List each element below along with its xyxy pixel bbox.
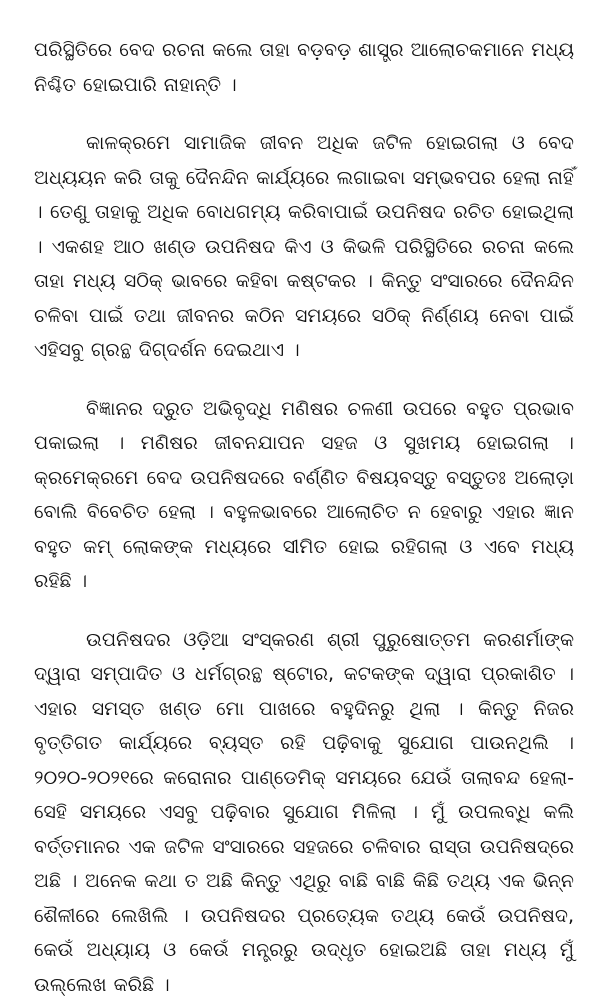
paragraph-odia-edition: ଉପନିଷଦର ଓଡ଼ିଆ ସଂସ୍କରଣ ଶ୍ରୀ ପୁରୁଷୋତ୍ତମ କରଶର୍ମାଙ୍କ ଦ୍ୱାରା ସମ୍ପାଦିତ ଓ ଧର୍ମଗ୍ରନ୍ଥ ଷ୍ଟୋର, କଟକଙ୍କ ଦ୍ୱାରା ପ୍ରକାଶିତ । ଏହାର ସମସ୍ତ ଖଣ୍ଡ ମୋ ପାଖରେ ବହୁଦିନରୁ ଥିଲା । କିନ୍ତୁ ନିଜର ବୃତ୍ତିଗତ କାର୍ଯ୍ୟରେ ବ୍ୟସ୍ତ ରହି ପଢ଼ିବାକୁ ସୁଯୋଗ ପାଉନଥିଲି । ୨୦୨୦-୨୦୨୧ରେ କରୋନାର ପାଣ୍ଡେମିକ୍ ସମୟରେ ଯେଉଁ ତାଲାବନ୍ଦ ହେଲା- ସେହି ସମୟରେ ଏସବୁ ପଢ଼ିବାର ସୁଯୋଗ ମିଳିଲା । ମୁଁ ଉପଲବ୍ଧି କଲି ବର୍ତ୍ତମାନର ଏକ ଜଟିଳ ସଂସାରରେ ସହଜରେ ଚଳିବାର ରାସ୍ତା ଉପନିଷଦ୍‌ରେ ଅଛି । ଅନେକ କଥା ତ ଅଛି କିନ୍ତୁ ଏଥିରୁ ବାଛି ବାଛି କିଛି ତଥ୍ୟ ଏକ ଭିନ୍ନ ଶୈଳୀରେ ଲେଖିଲି । ଉପନିଷଦର ପ୍ରତ୍ୟେକ ତଥ୍ୟ କେଉଁ ଉପନିଷଦ, କେଉଁ ଅଧ୍ୟାୟ ଓ କେଉଁ ମନ୍ତ୍ରରୁ ଉଦ୍ଧୃତ ହୋଇଅଛି ତାହା ମଧ୍ୟ ମୁଁ ଉଲ୍ଲେଖ କରିଛି । <box>34 628 574 996</box>
paragraph-continuation: ପରିସ୍ଥିତିରେ ବେଦ ରଚନା କଲେ ତାହା ବଡ଼ବଡ଼ ଶାସ୍ତ୍ର ଆଲୋଚକମାନେ ମଧ୍ୟ ନିଶ୍ଚିତ ହୋଇପାରି ନାହାନ୍ତି । <box>34 39 574 96</box>
paragraph-upanishad-origin: କାଳକ୍ରମେ ସାମାଜିକ ଜୀବନ ଅଧିକ ଜଟିଳ ହୋଇଗଲା ଓ ବେଦ ଅଧ୍ୟୟନ କରି ତାକୁ ଦୈନନ୍ଦିନ କାର୍ଯ୍ୟରେ ଲଗାଇବା ସମ୍ଭବପର ହେଲା ନାହିଁ । ତେଣୁ ତାହାକୁ ଅଧିକ ବୋଧଗମ୍ୟ କରିବାପାଇଁ ଉପନିଷଦ ରଚିତ ହୋଇଥିଲା । ଏକଶହ ଆଠ ଖଣ୍ଡ ଉପନିଷଦ କିଏ ଓ କିଭଳି ପରିସ୍ଥିତିରେ ରଚନା କଲେ ତାହା ମଧ୍ୟ ସଠିକ୍ ଭାବରେ କହିବା କଷ୍ଟକର । କିନ୍ତୁ ସଂସାରରେ ଦୈନନ୍ଦିନ ଚଳିବା ପାଇଁ ତଥା ଜୀବନର କଠିନ ସମୟରେ ସଠିକ୍ ନିର୍ଣ୍ଣୟ ନେବା ପାଇଁ ଏହିସବୁ ଗ୍ରନ୍ଥ ଦିଗ୍‌ଦର୍ଶନ ଦେଇଥାଏ । <box>34 132 574 361</box>
paragraph-science-progress: ବିଜ୍ଞାନର ଦ୍ରୁତ ଅଭିବୃଦ୍ଧି ମଣିଷର ଚଳଣୀ ଉପରେ ବହୁତ ପ୍ରଭାବ ପକାଇଲା । ମଣିଷର ଜୀବନଯାପନ ସହଜ ଓ ସୁଖମୟ ହୋଇଗଲା । କ୍ରମେକ୍ରମେ ବେଦ ଉପନିଷଦରେ ବର୍ଣ୍ଣିତ ବିଷୟବସ୍ତୁ ବସ୍ତୁତଃ ଅଲୋଡ଼ା ବୋଲି ବିବେଚିତ ହେଲା । ବହୁଳଭାବରେ ଆଲୋଚିତ ନ ହେବାରୁ ଏହାର ଜ୍ଞାନ ବହୁତ କମ୍ ଲୋକଙ୍କ ମଧ୍ୟରେ ସୀମିତ ହୋଇ ରହିଗଲା ଓ ଏବେ ମଧ୍ୟ ରହିଛି । <box>34 397 574 592</box>
